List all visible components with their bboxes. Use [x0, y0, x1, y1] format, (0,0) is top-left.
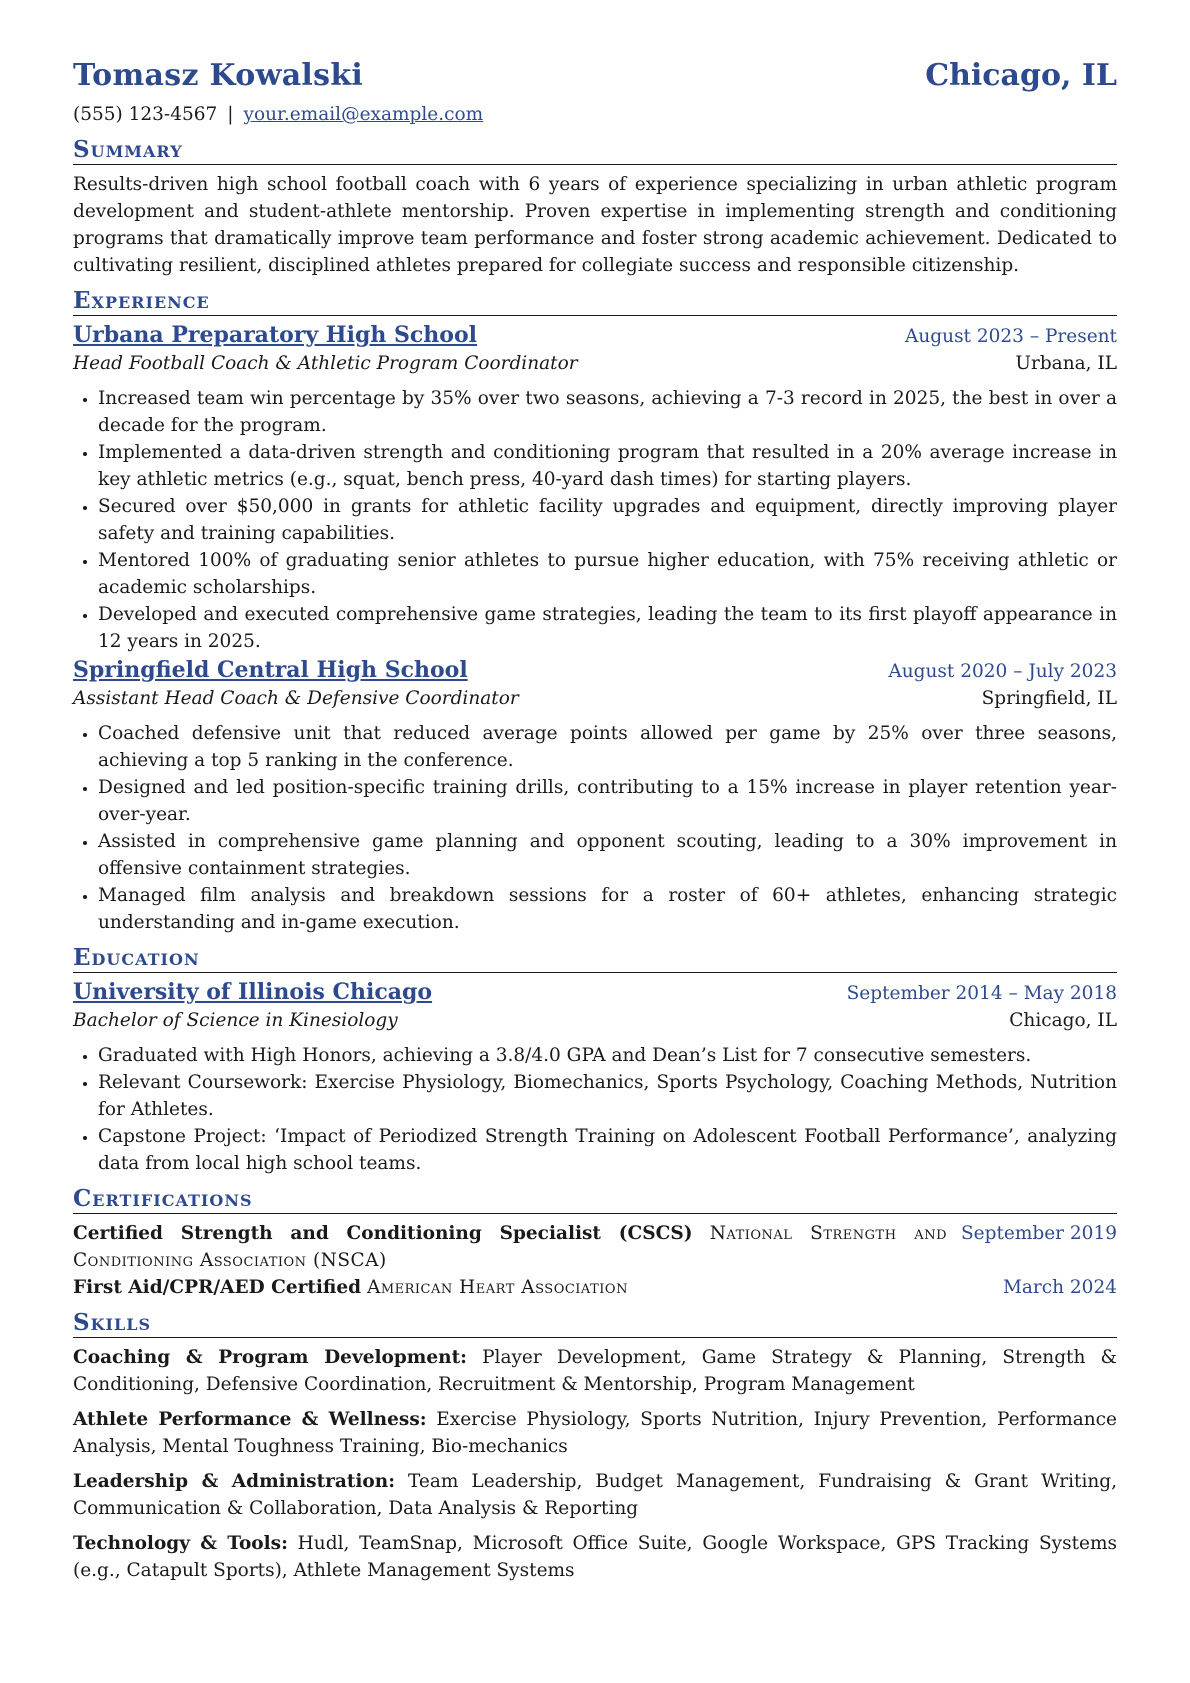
- skills-heading: Skills: [73, 1309, 1117, 1338]
- certifications-heading: Certifications: [73, 1185, 1117, 1214]
- bullet-item: • Mentored 100% of graduating senior athletes to pursue higher education, with 75% receiving athletic or academic scholarships.: [98, 547, 1117, 601]
- job-bullets: [73, 385, 1117, 655]
- phone-number: (555) 123-4567: [73, 104, 218, 125]
- skill-group: [73, 1468, 1117, 1522]
- certification-name: First Aid/CPR/AED Certified: [73, 1277, 362, 1298]
- bullet-item: • Increased team win percentage by 35% over two seasons, achieving a 7-3 record in 2025, the best in over a decade for the program.: [98, 385, 1117, 439]
- education-dates: September 2014 – May 2018: [846, 983, 1117, 1004]
- experience-heading: Experience: [73, 287, 1117, 316]
- skill-group: [73, 1344, 1117, 1398]
- certification-name: Certified Strength and Conditioning Specialist (CSCS): [73, 1223, 693, 1244]
- skill-group: [73, 1406, 1117, 1460]
- bullet-item: • Designed and led position-specific training drills, contributing to a 15% increase in player retention year-over-year.: [98, 774, 1117, 828]
- job-bullets: [73, 720, 1117, 936]
- job-title: Assistant Head Coach & Defensive Coordinator: [73, 688, 519, 709]
- job-location: Urbana, IL: [1015, 353, 1117, 374]
- candidate-name: Tomasz Kowalski: [73, 58, 364, 93]
- bullet-item: • Managed film analysis and breakdown sessions for a roster of 60+ athletes, enhancing strategic understanding and in-game execution.: [98, 882, 1117, 936]
- summary-text: Results-driven high school football coach with 6 years of experience specializing in urban athletic program development and student-athlete mentorship. Proven expertise in implementing strength and conditioning programs that dramatically improve team performance and foster strong academic achievement. Dedicated to cultivating resilient, disciplined athletes prepared for collegiate success and responsible citizenship.: [73, 174, 1117, 276]
- job-location: Springfield, IL: [981, 688, 1117, 709]
- bullet-item: • Coached defensive unit that reduced average points allowed per game by 25% over three seasons, achieving a top 5 ranking in the conference.: [98, 720, 1117, 774]
- skills-section: [73, 1309, 1117, 1584]
- skill-category: Technology & Tools:: [73, 1533, 288, 1554]
- job-dates: August 2020 – July 2023: [888, 661, 1117, 682]
- certification-date: March 2024: [1002, 1277, 1117, 1298]
- summary-heading: Summary: [73, 136, 1117, 165]
- candidate-location: Chicago, IL: [925, 58, 1117, 93]
- bullet-item: • Developed and executed comprehensive game strategies, leading the team to its first playoff appearance in 12 years in 2025.: [98, 601, 1117, 655]
- employer-name[interactable]: Urbana Preparatory High School: [73, 322, 477, 348]
- certification-item: [73, 1274, 1117, 1301]
- contact-separator: |: [227, 104, 234, 125]
- skill-items: Exercise Physiology, Sports Nutrition, Injury Prevention, Performance Analysis, Mental Toughness Training, Bio-mechanics: [73, 1409, 1117, 1457]
- job-title: Head Football Coach & Athletic Program Coordinator: [73, 353, 578, 374]
- bullet-item: • Capstone Project: ‘Impact of Periodized Strength Training on Adolescent Football Performance’, analyzing data from local high school teams.: [98, 1123, 1117, 1177]
- certifications-section: [73, 1185, 1117, 1301]
- certification-date: September 2019: [961, 1223, 1117, 1244]
- certification-item: [73, 1220, 1117, 1274]
- job-dates: August 2023 – Present: [905, 326, 1117, 347]
- bullet-item: • Graduated with High Honors, achieving a 3.8/4.0 GPA and Dean’s List for 7 consecutive semesters.: [98, 1042, 1117, 1069]
- experience-section: [73, 287, 1117, 936]
- bullet-item: • Implemented a data-driven strength and conditioning program that resulted in a 20% average increase in key athletic metrics (e.g., squat, bench press, 40-yard dash times) for starting players.: [98, 439, 1117, 493]
- skill-category: Athlete Performance & Wellness:: [73, 1409, 427, 1430]
- job-entry: [73, 322, 1117, 655]
- degree: Bachelor of Science in Kinesiology: [73, 1010, 398, 1031]
- contact-line: [73, 101, 1117, 128]
- certification-issuer: National Strength and Conditioning Association (NSCA): [73, 1223, 947, 1271]
- job-entry: [73, 657, 1117, 936]
- education-bullets: [73, 1042, 1117, 1177]
- skill-category: Coaching & Program Development:: [73, 1347, 467, 1368]
- certification-issuer: American Heart Association: [366, 1277, 628, 1298]
- employer-name[interactable]: Springfield Central High School: [73, 657, 468, 683]
- skill-items: Team Leadership, Budget Management, Fundraising & Grant Writing, Communication & Collaboration, Data Analysis & Reporting: [73, 1471, 1118, 1519]
- skill-items: Hudl, TeamSnap, Microsoft Office Suite, Google Workspace, GPS Tracking Systems (e.g., Catapult Sports), Athlete Management Systems: [73, 1533, 1117, 1581]
- bullet-item: • Secured over $50,000 in grants for athletic facility upgrades and equipment, directly improving player safety and training capabilities.: [98, 493, 1117, 547]
- bullet-item: • Relevant Coursework: Exercise Physiology, Biomechanics, Sports Psychology, Coaching Methods, Nutrition for Athletes.: [98, 1069, 1117, 1123]
- school-location: Chicago, IL: [1009, 1010, 1117, 1031]
- email-link[interactable]: your.email@example.com: [243, 104, 484, 125]
- summary-section: [73, 136, 1117, 279]
- resume-header: [73, 58, 1117, 93]
- education-section: [73, 944, 1117, 1177]
- education-heading: Education: [73, 944, 1117, 973]
- skill-group: [73, 1530, 1117, 1584]
- bullet-item: • Assisted in comprehensive game planning and opponent scouting, leading to a 30% improvement in offensive containment strategies.: [98, 828, 1117, 882]
- school-name[interactable]: University of Illinois Chicago: [73, 979, 433, 1005]
- skill-category: Leadership & Administration:: [73, 1471, 396, 1492]
- skill-items: Player Development, Game Strategy & Planning, Strength & Conditioning, Defensive Coordination, Recruitment & Mentorship, Program Management: [73, 1347, 1117, 1395]
